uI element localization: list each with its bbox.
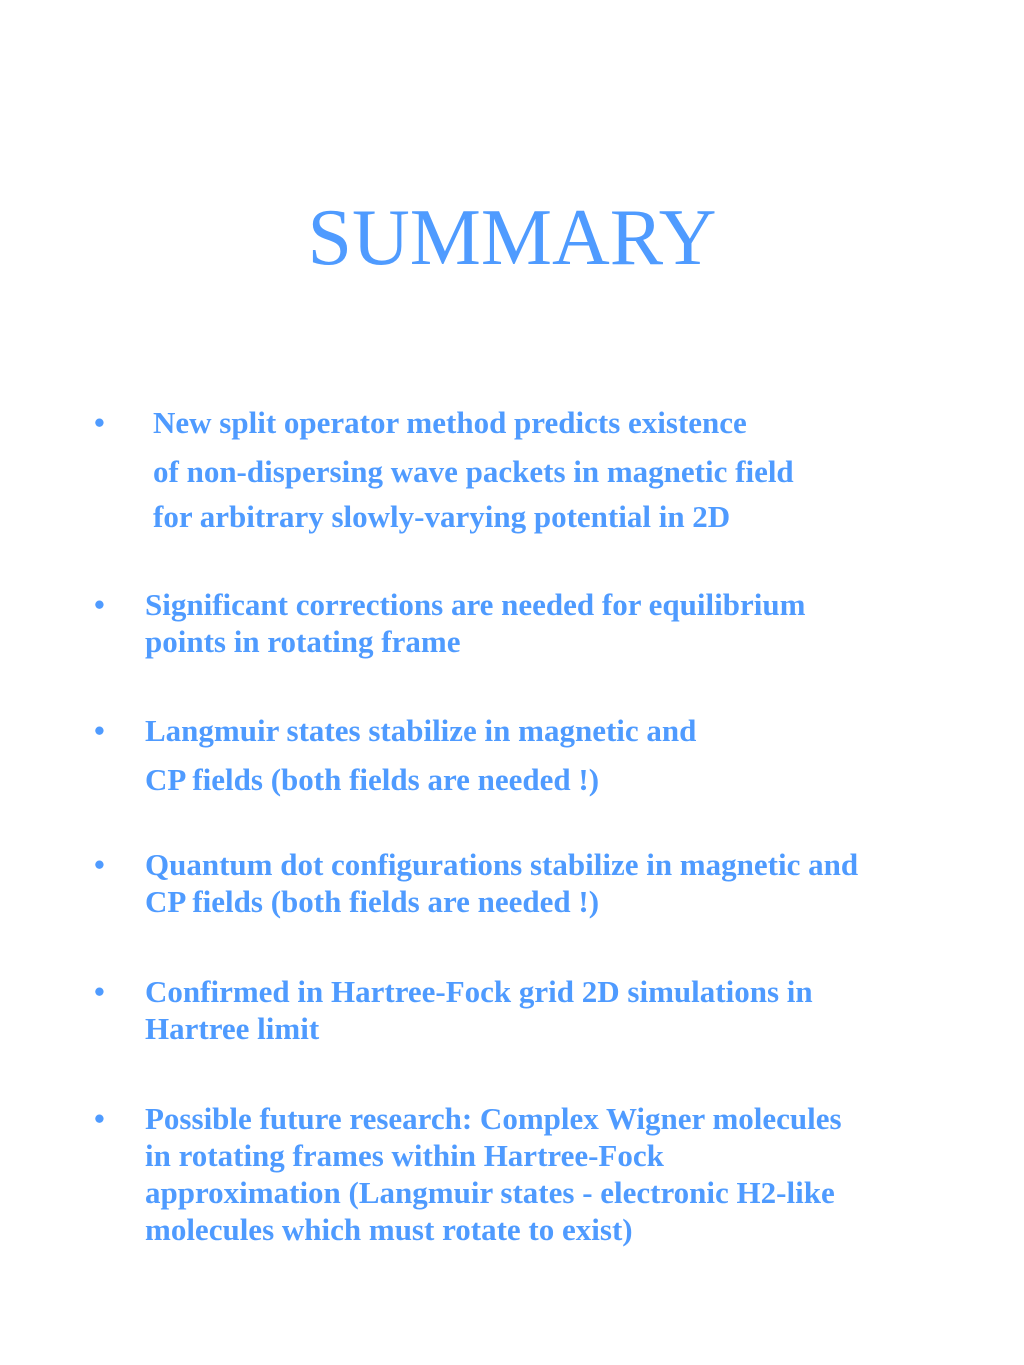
bullet-line: for arbitrary slowly-varying potential in 2D (153, 499, 731, 534)
bullet-marker: • (94, 1101, 105, 1136)
bullet-line: Significant corrections are needed for equilibrium (145, 587, 806, 622)
bullet-line: of non-dispersing wave packets in magnetic field (153, 454, 794, 489)
bullet-text (145, 712, 945, 802)
bullet-marker: • (94, 405, 105, 440)
bullet-line: CP fields (both fields are needed !) (145, 762, 600, 797)
bullet-marker: • (94, 587, 105, 622)
bullet-marker: • (94, 713, 105, 748)
bullet-line: Possible future research: Complex Wigner molecules (145, 1101, 842, 1136)
bullet-text (145, 846, 945, 920)
bullet-line: CP fields (both fields are needed !) (145, 884, 600, 919)
bullet-text (153, 404, 953, 539)
bullet-marker: • (94, 974, 105, 1009)
bullet-line: points in rotating frame (145, 624, 461, 659)
bullet-line: New split operator method predicts existence (153, 405, 747, 440)
bullet-line: Langmuir states stabilize in magnetic and (145, 713, 697, 748)
bullet-text (145, 1100, 945, 1248)
bullet-line: Quantum dot configurations stabilize in magnetic and (145, 847, 859, 882)
bullet-line: approximation (Langmuir states - electronic H2-like (145, 1175, 835, 1210)
bullet-line: Confirmed in Hartree-Fock grid 2D simulations in (145, 974, 813, 1009)
bullet-line: in rotating frames within Hartree-Fock (145, 1138, 664, 1173)
bullet-line: Hartree limit (145, 1011, 320, 1046)
slide-title: SUMMARY (307, 194, 717, 282)
bullet-text (145, 973, 945, 1047)
bullet-text (145, 586, 945, 660)
bullet-marker: • (94, 847, 105, 882)
bullet-line: molecules which must rotate to exist) (145, 1212, 633, 1247)
